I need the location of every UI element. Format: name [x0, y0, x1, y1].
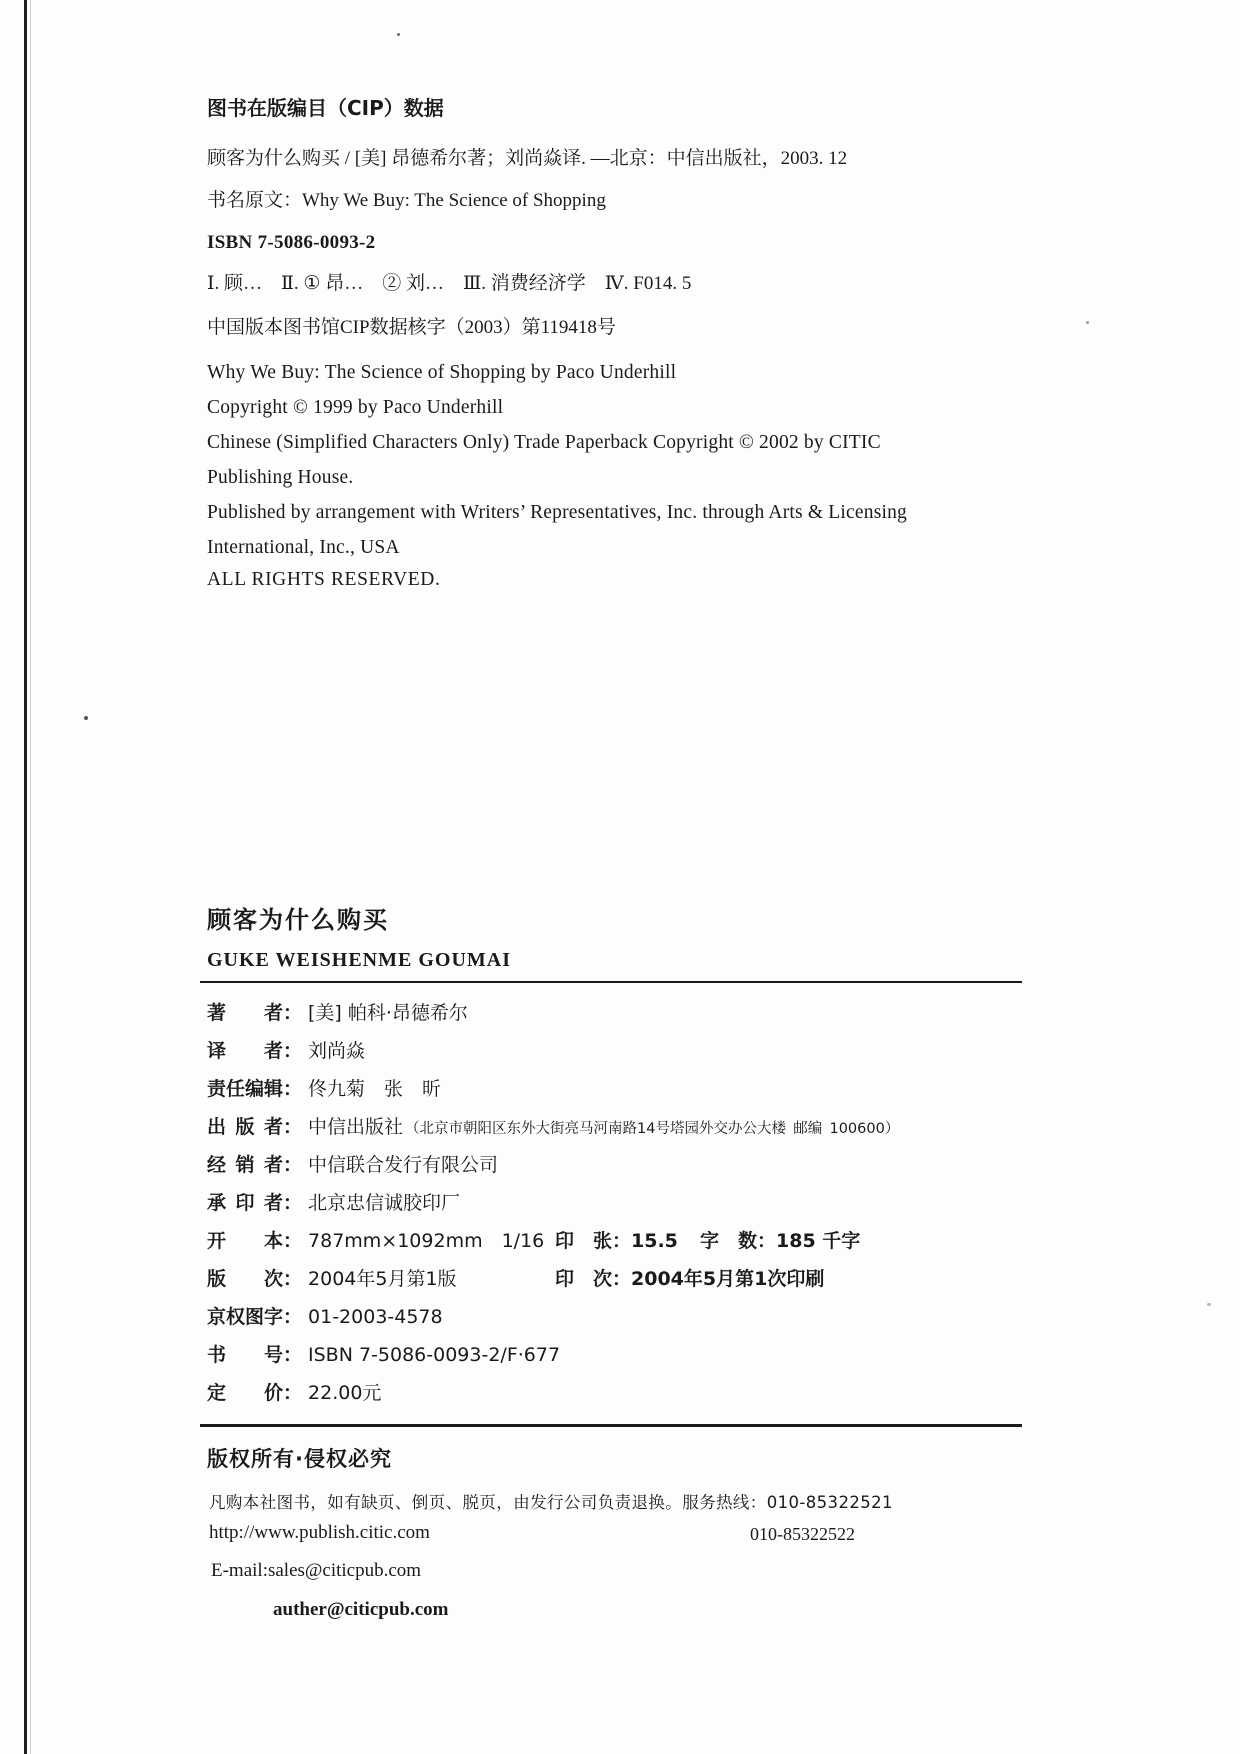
row-value: 中信联合发行有限公司	[308, 1154, 499, 1176]
copyright-line: Chinese (Simplified Characters Only) Trade Paperback Copyright © 2002 by CITIC	[207, 432, 881, 453]
publisher-address: （北京市朝阳区东外大街亮马河南路14号塔园外交办公大楼 邮编 100600）	[405, 1121, 900, 1137]
row-value: 22.00元	[308, 1382, 382, 1404]
colophon-row-printer	[207, 1188, 1037, 1226]
scan-speck	[1207, 1303, 1211, 1306]
row-label: 开 本：	[207, 1230, 303, 1252]
scan-speck	[1086, 321, 1089, 324]
colophon-row-edition	[207, 1264, 1037, 1302]
row-value: 中信出版社	[308, 1116, 404, 1138]
service-hotline-line: 凡购本社图书，如有缺页、倒页、脱页，由发行公司负责退换。服务热线：010-85322521	[209, 1493, 893, 1512]
colophon-row-publisher	[207, 1112, 1037, 1150]
cip-classification-line: Ⅰ. 顾… Ⅱ. ① 昂… ② 刘… Ⅲ. 消费经济学 Ⅳ. F014. 5	[207, 273, 692, 294]
row-value: 佟九菊 张 昕	[308, 1078, 442, 1100]
colophon-row-price	[207, 1378, 1037, 1416]
row-label: 著 者：	[207, 1002, 303, 1024]
colophon-row-format	[207, 1226, 1037, 1264]
row-value: 787mm×1092mm 1/16	[308, 1230, 545, 1252]
colophon-row-rights-registry	[207, 1302, 1037, 1340]
copyright-line: Publishing House.	[207, 467, 354, 488]
copyright-line: Published by arrangement with Writers’ Representatives, Inc. through Arts & Licensing	[207, 502, 908, 523]
copyright-line: International, Inc., USA	[207, 537, 400, 558]
colophon-details	[207, 998, 1037, 1416]
all-rights-reserved-line: ALL RIGHTS RESERVED.	[207, 569, 441, 590]
cip-original-title-line: 书名原文：Why We Buy: The Science of Shopping	[207, 190, 606, 211]
row-label: 译 者：	[207, 1040, 303, 1062]
book-title: 顾客为什么购买	[207, 906, 389, 934]
row-label: 京权图字：	[207, 1306, 303, 1328]
scan-left-edge-line	[24, 0, 27, 1754]
cip-registry-line: 中国版本图书馆CIP数据核字（2003）第119418号	[207, 317, 616, 338]
row-value: [美] 帕科·昂德希尔	[308, 1002, 468, 1024]
row-label: 书 号：	[207, 1344, 303, 1366]
author-email: auther@citicpub.com	[273, 1599, 449, 1620]
row-value: ISBN 7-5086-0093-2/F·677	[308, 1344, 561, 1366]
row-label: 承 印 者：	[207, 1192, 303, 1214]
rights-notice: 版权所有·侵权必究	[207, 1447, 392, 1471]
row-value: 北京忠信诚胶印厂	[308, 1192, 461, 1214]
row-label: 版 次：	[207, 1268, 303, 1290]
publisher-website: http://www.publish.citic.com	[209, 1522, 430, 1543]
colophon-row-distributor	[207, 1150, 1037, 1188]
row-value: 2004年5月第1版	[308, 1268, 457, 1290]
row-label: 出 版 者：	[207, 1116, 303, 1138]
colophon-row-book-number	[207, 1340, 1037, 1378]
divider-rule-bottom	[200, 1424, 1022, 1427]
scan-speck	[84, 716, 88, 720]
divider-rule-top	[200, 981, 1022, 983]
row-label: 责任编辑：	[207, 1078, 303, 1100]
row-label: 定 价：	[207, 1382, 303, 1404]
word-count-field: 字 数：185 千字	[700, 1230, 861, 1252]
scan-speck	[397, 33, 400, 36]
row-label: 经 销 者：	[207, 1154, 303, 1176]
copyright-line: Why We Buy: The Science of Shopping by Paco Underhill	[207, 362, 677, 383]
book-title-pinyin: GUKE WEISHENME GOUMAI	[207, 949, 511, 971]
colophon-row-editor	[207, 1074, 1037, 1112]
scan-left-edge-shadow	[30, 0, 31, 1754]
sheets-field: 印 张：15.5	[555, 1230, 678, 1252]
row-value: 刘尚焱	[308, 1040, 366, 1062]
service-phone-2: 010-85322522	[750, 1524, 855, 1544]
cip-isbn-line: ISBN 7-5086-0093-2	[207, 232, 376, 253]
colophon-row-author	[207, 998, 1037, 1036]
row-value: 01-2003-4578	[308, 1306, 443, 1328]
cip-heading: 图书在版编目（CIP）数据	[207, 96, 444, 120]
cip-bibliographic-line: 顾客为什么购买 / [美] 昂德希尔著；刘尚焱译. —北京：中信出版社，2003. 12	[207, 148, 848, 169]
sales-email: E-mail:sales@citicpub.com	[211, 1560, 422, 1581]
colophon-row-translator	[207, 1036, 1037, 1074]
impression-field: 印 次：2004年5月第1次印刷	[555, 1268, 825, 1290]
copyright-line: Copyright © 1999 by Paco Underhill	[207, 397, 504, 418]
